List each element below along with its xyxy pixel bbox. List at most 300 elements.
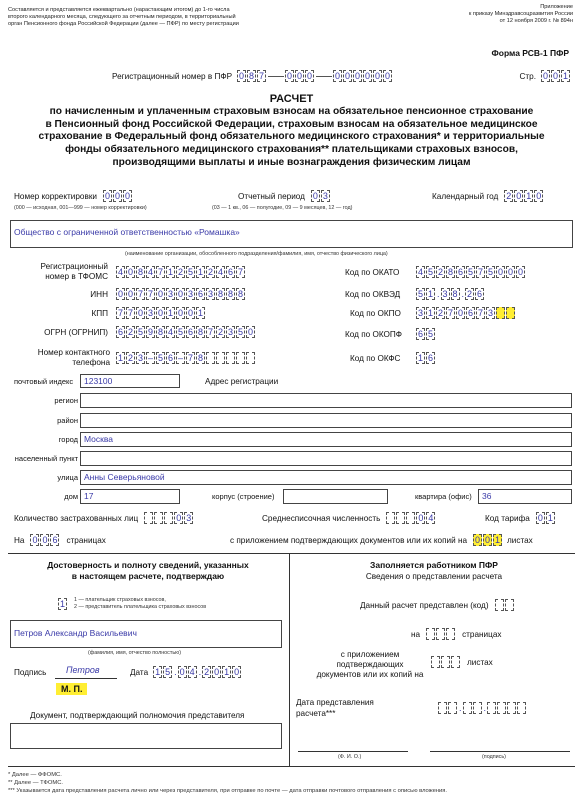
pfr-reg-cell[interactable]: 0 xyxy=(239,71,245,81)
pfr-reg-cell[interactable]: 7 xyxy=(259,71,265,81)
confirm-heading xyxy=(8,560,288,582)
inn-cells xyxy=(116,288,246,300)
pfr-date-cell[interactable] xyxy=(487,702,496,714)
ogrn-cell[interactable]: 7 xyxy=(207,327,213,337)
okpo-cell[interactable]: 2 xyxy=(437,308,443,318)
postcode-label: почтовый индекс xyxy=(14,377,74,386)
okato-cells xyxy=(416,266,526,278)
page-number-cell[interactable]: 0 xyxy=(542,71,548,81)
okopf-cell[interactable]: 6 xyxy=(417,329,423,339)
footnote: *** Указывается дата представления расчета лично или через представителя, при отправке по почте — дата отправки почтового отправления с описью вложения. xyxy=(8,788,447,794)
pfr-date-cell[interactable] xyxy=(438,702,447,714)
phone-empty-cell[interactable] xyxy=(226,352,235,364)
correction-cell[interactable]: 0 xyxy=(124,191,130,201)
pfr-reg-cell[interactable]: 0 xyxy=(385,71,391,81)
section-divider xyxy=(8,553,575,554)
house-value: 17 xyxy=(84,491,94,501)
sign-date-cell[interactable]: 0 xyxy=(234,667,240,677)
sign-date-row xyxy=(130,666,242,678)
correction-cell[interactable]: 0 xyxy=(114,191,120,201)
phone-cell[interactable]: 1 xyxy=(117,353,123,363)
page-number-cell[interactable]: 0 xyxy=(552,71,558,81)
okpo-cells xyxy=(416,307,516,319)
pfr-date-cell[interactable] xyxy=(463,702,472,714)
okved-cells xyxy=(416,288,485,300)
apartment-label: квартира (офис) xyxy=(415,492,472,501)
pfr-reg-cell[interactable]: 8 xyxy=(249,71,255,81)
ogrn-cell[interactable]: 0 xyxy=(247,327,253,337)
pfr-reg-cell[interactable]: 0 xyxy=(297,71,303,81)
phone-empty-cell[interactable] xyxy=(236,352,245,364)
document-title xyxy=(0,93,583,170)
ogrn-cell[interactable]: 3 xyxy=(227,327,233,337)
kpp-cell[interactable]: 0 xyxy=(157,308,163,318)
pfr-sign-line xyxy=(430,751,570,752)
pfr-attach-cell[interactable] xyxy=(441,656,450,668)
fio-line xyxy=(298,751,408,752)
pfr-reg-cell[interactable]: 0 xyxy=(345,71,351,81)
avg-label: Среднесписочная численность xyxy=(262,513,381,523)
tfoms-cell[interactable]: 4 xyxy=(217,267,223,277)
okpo-cell[interactable]: 7 xyxy=(477,308,483,318)
tariff-row xyxy=(485,512,556,524)
avg-cell[interactable] xyxy=(396,512,405,524)
tfoms-cell[interactable]: 4 xyxy=(147,267,153,277)
settlement-field[interactable] xyxy=(80,451,572,466)
inn-cell[interactable]: 0 xyxy=(127,289,133,299)
okfs-cell[interactable]: 6 xyxy=(427,353,433,363)
year-cell[interactable]: 0 xyxy=(536,191,542,201)
okpo-cell[interactable]: 1 xyxy=(427,308,433,318)
footnote: ** Далее — ТФОМС. xyxy=(8,780,64,786)
phone-cell[interactable]: 7 xyxy=(187,353,193,363)
year-label: Календарный год xyxy=(432,191,499,201)
okato-cell[interactable]: 0 xyxy=(517,267,523,277)
okved-cell[interactable]: 6 xyxy=(477,289,483,299)
year-row xyxy=(432,190,544,202)
inn-cell[interactable]: 3 xyxy=(187,289,193,299)
house-label: дом xyxy=(64,492,78,501)
okato-cell[interactable]: 5 xyxy=(427,267,433,277)
submitted-cell[interactable] xyxy=(505,599,514,611)
pfr-reg-cell[interactable]: 0 xyxy=(365,71,371,81)
sign-date-cell[interactable]: 4 xyxy=(189,667,195,677)
okpo-label: Код по ОКПО xyxy=(350,309,401,318)
okved-cell[interactable]: 3 xyxy=(442,289,448,299)
tariff-cell[interactable]: 1 xyxy=(547,513,553,523)
who-option: 1 — плательщик страховых взносов, xyxy=(74,597,166,603)
okato-cell[interactable]: 2 xyxy=(437,267,443,277)
pfr-reg-separator xyxy=(268,76,284,77)
date-dot: . xyxy=(198,667,202,677)
inn-cell[interactable]: 0 xyxy=(157,289,163,299)
tfoms-cell[interactable]: 2 xyxy=(207,267,213,277)
title-line: по начисленным и уплаченным страховым взносам на обязательное пенсионное страхование xyxy=(49,105,534,117)
inn-cell[interactable]: 8 xyxy=(227,289,233,299)
who-options xyxy=(74,597,206,611)
insured-cell[interactable]: 3 xyxy=(186,513,192,523)
okato-cell[interactable]: 0 xyxy=(507,267,513,277)
pages-label: страницах xyxy=(66,535,106,545)
street-label: улица xyxy=(57,473,78,482)
sign-date-cell[interactable]: 1 xyxy=(224,667,230,677)
tfoms-label xyxy=(30,262,108,282)
avg-cell[interactable] xyxy=(386,512,395,524)
page-number-row xyxy=(520,70,572,82)
confirm-heading-line: в настоящем расчете, подтверждаю xyxy=(71,571,225,581)
attach-cell[interactable]: 1 xyxy=(495,535,501,545)
pfr-subheading: Сведения о представлении расчета xyxy=(365,572,503,581)
attach-row xyxy=(230,534,533,546)
submitted-label: Данный расчет представлен (код) xyxy=(360,600,489,610)
pages-row xyxy=(14,534,106,546)
okved-label: Код по ОКВЭД xyxy=(345,290,401,299)
phone-dash-cell: – xyxy=(147,353,153,363)
ogrn-cells xyxy=(116,326,256,338)
tfoms-cell[interactable]: 5 xyxy=(187,267,193,277)
ogrn-cell[interactable]: 2 xyxy=(217,327,223,337)
inn-cell[interactable]: 6 xyxy=(197,289,203,299)
okpo-cell[interactable]: 3 xyxy=(417,308,423,318)
tfoms-cell[interactable]: 2 xyxy=(177,267,183,277)
ogrn-cell[interactable]: 8 xyxy=(197,327,203,337)
okato-cell[interactable]: 8 xyxy=(447,267,453,277)
pfr-date-label xyxy=(296,697,374,719)
pfr-date-cell[interactable] xyxy=(448,702,457,714)
period-cell[interactable]: 0 xyxy=(312,191,318,201)
settlement-label: населенный пункт xyxy=(14,454,78,463)
ogrn-cell[interactable]: 5 xyxy=(237,327,243,337)
okved-dot: . xyxy=(461,289,465,299)
footnote: * Далее — ФФОМС. xyxy=(8,772,62,778)
okato-label: Код по ОКАТО xyxy=(345,268,400,277)
submission-note xyxy=(8,7,308,28)
panel-divider xyxy=(289,553,290,766)
title-line: РАСЧЕТ xyxy=(269,93,314,105)
inn-cell[interactable]: 8 xyxy=(237,289,243,299)
house-field[interactable] xyxy=(80,489,180,504)
region-field[interactable] xyxy=(80,393,572,408)
org-name-value: Общество с ограниченной ответственностью «Ромашка» xyxy=(14,227,240,237)
sign-label: Подпись xyxy=(14,668,47,677)
city-label: город xyxy=(58,435,78,444)
page-number-cell[interactable]: 1 xyxy=(562,71,568,81)
phone-cells xyxy=(116,352,256,364)
okved-cell[interactable]: 2 xyxy=(467,289,473,299)
attach-cell[interactable]: 0 xyxy=(475,535,481,545)
correction-note: (000 — исходная, 001—999 — номер корректировки) xyxy=(14,205,147,211)
submitted-cell[interactable] xyxy=(495,599,504,611)
street-value: Анны Северьяновой xyxy=(84,472,165,482)
tariff-label: Код тарифа xyxy=(485,513,530,523)
insured-cell[interactable] xyxy=(144,512,153,524)
phone-label xyxy=(20,348,110,368)
kpp-cell[interactable]: 0 xyxy=(137,308,143,318)
phone-cell[interactable]: 5 xyxy=(157,353,163,363)
period-label: Отчетный период xyxy=(238,191,305,201)
pfr-sheets-label: листах xyxy=(467,657,493,667)
inn-label: ИНН xyxy=(90,290,108,299)
inn-cell[interactable]: 0 xyxy=(117,289,123,299)
org-name-field[interactable] xyxy=(10,220,573,248)
okopf-cell[interactable]: 5 xyxy=(427,329,433,339)
insured-cell[interactable]: 0 xyxy=(176,513,182,523)
pfr-reg-cell[interactable]: 0 xyxy=(307,71,313,81)
ogrn-cell[interactable]: 2 xyxy=(127,327,133,337)
okpo-empty-cell[interactable] xyxy=(496,307,505,319)
pfr-reg-cell[interactable]: 0 xyxy=(335,71,341,81)
phone-label-line: телефона xyxy=(72,358,110,367)
district-field[interactable] xyxy=(80,413,572,428)
pfr-attach-line: подтверждающих xyxy=(336,660,404,669)
pfr-date-label-line: расчета*** xyxy=(296,709,336,718)
appendix-line: от 12 ноября 2009 г. № 894н xyxy=(499,17,573,24)
tfoms-cell[interactable]: 6 xyxy=(227,267,233,277)
tariff-cell[interactable]: 0 xyxy=(537,513,543,523)
ogrn-cell[interactable]: 5 xyxy=(177,327,183,337)
ogrn-cell[interactable]: 9 xyxy=(147,327,153,337)
okved-cell[interactable]: 5 xyxy=(417,289,423,299)
sign-date-cell[interactable]: 0 xyxy=(214,667,220,677)
attach-cell[interactable]: 0 xyxy=(485,535,491,545)
okpo-empty-cell[interactable] xyxy=(506,307,515,319)
title-line: в Пенсионный фонд Российской Федерации, страховым взносам на обязательное медицинское xyxy=(45,118,538,130)
postcode-field[interactable] xyxy=(80,374,180,388)
sign-date-cell[interactable]: 2 xyxy=(204,667,210,677)
phone-empty-cell[interactable] xyxy=(216,352,225,364)
tfoms-label-line: номер в ТФОМС xyxy=(45,272,108,281)
postcode-value: 123100 xyxy=(84,376,113,386)
stamp-placeholder: М. П. xyxy=(56,683,87,695)
title-line: производящими выплаты и иные вознаграждения физическим лицам xyxy=(112,156,471,168)
kpp-label: КПП xyxy=(91,309,108,318)
okpo-cell[interactable]: 7 xyxy=(447,308,453,318)
kpp-cells xyxy=(116,307,206,319)
okpo-cell[interactable]: 3 xyxy=(487,308,493,318)
inn-cell[interactable]: 7 xyxy=(147,289,153,299)
title-line: фонды обязательного медицинского страхования** плательщиками страховых взносов, xyxy=(65,144,518,156)
apartment-value: 36 xyxy=(482,491,492,501)
appendix-line: Приложение xyxy=(540,4,573,10)
okato-cell[interactable]: 7 xyxy=(477,267,483,277)
pfr-pages-row xyxy=(411,628,501,640)
avg-cell[interactable]: 4 xyxy=(428,513,434,523)
kpp-cell[interactable]: 7 xyxy=(127,308,133,318)
pfr-date-cell[interactable] xyxy=(497,702,506,714)
pfr-reg-cell[interactable]: 0 xyxy=(287,71,293,81)
pfr-pages-on: на xyxy=(411,629,421,639)
street-field[interactable] xyxy=(80,470,572,485)
ogrn-cell[interactable]: 6 xyxy=(187,327,193,337)
who-cell[interactable]: 1 xyxy=(59,599,65,609)
okato-cell[interactable]: 5 xyxy=(487,267,493,277)
building-label: корпус (строение) xyxy=(212,492,275,501)
inn-cell[interactable]: 0 xyxy=(177,289,183,299)
correction-cell[interactable]: 0 xyxy=(104,191,110,201)
kpp-cell[interactable]: 1 xyxy=(197,308,203,318)
tfoms-cell[interactable]: 0 xyxy=(127,267,133,277)
okato-cell[interactable]: 4 xyxy=(417,267,423,277)
inn-cell[interactable]: 7 xyxy=(137,289,143,299)
page-number-label: Стр. xyxy=(519,71,536,81)
kpp-cell[interactable]: 0 xyxy=(187,308,193,318)
address-title: Адрес регистрации xyxy=(205,377,279,386)
pfr-attach-cells xyxy=(431,656,493,668)
year-cell[interactable]: 0 xyxy=(516,191,522,201)
sign-date-cell[interactable]: 0 xyxy=(179,667,185,677)
pfr-date-cell[interactable] xyxy=(473,702,482,714)
period-note: (03 — 1 кв., 06 — полугодие, 09 — 9 месяцев, 12 — год) xyxy=(212,205,353,211)
insured-row xyxy=(14,512,194,524)
okved-dot: . xyxy=(437,289,440,299)
pages-cell[interactable]: 0 xyxy=(32,535,38,545)
pfr-reg-label: Регистрационный номер в ПФР xyxy=(112,71,233,81)
avg-cell[interactable]: 0 xyxy=(418,513,424,523)
phone-cell[interactable]: 6 xyxy=(167,353,173,363)
phone-cell[interactable]: 2 xyxy=(127,353,133,363)
pfr-date-cells xyxy=(438,702,527,714)
signature-value: Петров xyxy=(66,665,100,675)
signature-line xyxy=(55,678,117,679)
year-cell[interactable]: 1 xyxy=(526,191,532,201)
who-row xyxy=(58,598,68,610)
appendix-note xyxy=(373,4,573,25)
inn-cell[interactable]: 3 xyxy=(207,289,213,299)
pfr-reg-cell[interactable]: 0 xyxy=(355,71,361,81)
who-option: 2 — представитель плательщика страховых взносов xyxy=(74,604,207,610)
date-dot: . xyxy=(459,703,462,713)
okopf-label: Код по ОКОПФ xyxy=(345,330,402,339)
tfoms-cell[interactable]: 7 xyxy=(157,267,163,277)
inn-cell[interactable]: 8 xyxy=(217,289,223,299)
city-value: Москва xyxy=(84,434,114,444)
okpo-cell[interactable]: 6 xyxy=(467,308,473,318)
city-field[interactable] xyxy=(80,432,572,447)
okato-cell[interactable]: 0 xyxy=(497,267,503,277)
okfs-label: Код по ОКФС xyxy=(350,354,401,363)
date-dot: . xyxy=(174,667,177,677)
pages-on-label: На xyxy=(14,535,25,545)
okato-cell[interactable]: 5 xyxy=(467,267,473,277)
bottom-divider xyxy=(8,766,575,767)
kpp-cell[interactable]: 7 xyxy=(117,308,123,318)
title-line: страхование в Федеральный фонд обязательного медицинского страхования* и территориальные xyxy=(38,131,545,143)
pfr-attach-cell[interactable] xyxy=(431,656,440,668)
building-field[interactable] xyxy=(283,489,388,504)
pfr-pages-cell[interactable] xyxy=(436,628,445,640)
pfr-heading: Заполняется работником ПФР xyxy=(370,560,498,570)
insured-cell[interactable] xyxy=(164,512,173,524)
ogrn-cell[interactable]: 5 xyxy=(137,327,143,337)
signer-note: (фамилия, имя, отчество полностью) xyxy=(88,650,181,656)
phone-cell[interactable]: 8 xyxy=(197,353,203,363)
ogrn-cell[interactable]: 6 xyxy=(117,327,123,337)
avg-row xyxy=(262,512,436,524)
kpp-cell[interactable]: 3 xyxy=(147,308,153,318)
insured-label: Количество застрахованных лиц xyxy=(14,513,139,523)
okato-cell[interactable]: 6 xyxy=(457,267,463,277)
ogrn-label: ОГРН (ОГРНИП) xyxy=(44,328,108,337)
pfr-reg-separator xyxy=(316,76,332,77)
pfr-pages-cell[interactable] xyxy=(426,628,435,640)
pages-cell[interactable]: 6 xyxy=(52,535,58,545)
avg-cell[interactable] xyxy=(406,512,415,524)
pages-cell[interactable]: 0 xyxy=(42,535,48,545)
phone-empty-cell[interactable] xyxy=(206,352,215,364)
tfoms-cell[interactable]: 1 xyxy=(197,267,203,277)
pfr-attach-line: документов или их копий на xyxy=(316,670,424,679)
pfr-attach-line: с приложением xyxy=(340,650,400,659)
ogrn-cell[interactable]: 4 xyxy=(167,327,173,337)
pfr-attach-cell[interactable] xyxy=(451,656,460,668)
pfr-attach-label xyxy=(312,650,428,680)
pfr-date-cell[interactable] xyxy=(507,702,516,714)
sign-date-cell[interactable]: 1 xyxy=(155,667,161,677)
phone-empty-cell[interactable] xyxy=(246,352,255,364)
appendix-line: к приказу Минздравсоцразвития России xyxy=(468,10,573,17)
okved-cell[interactable]: 1 xyxy=(427,289,433,299)
apartment-field[interactable] xyxy=(478,489,572,504)
okfs-cell[interactable]: 1 xyxy=(417,353,423,363)
tfoms-label-line: Регистрационный xyxy=(40,262,108,271)
insured-cell[interactable] xyxy=(154,512,163,524)
pfr-date-cell[interactable] xyxy=(517,702,526,714)
inn-cell[interactable]: 3 xyxy=(167,289,173,299)
tfoms-cell[interactable]: 7 xyxy=(237,267,243,277)
okfs-cells xyxy=(416,352,436,364)
submitted-row xyxy=(360,599,515,611)
pfr-reg-row xyxy=(112,70,393,82)
signer-field[interactable] xyxy=(10,620,282,648)
year-cell[interactable]: 2 xyxy=(506,191,512,201)
form-label: Форма РСВ-1 ПФР xyxy=(491,48,569,58)
tfoms-cell[interactable]: 8 xyxy=(137,267,143,277)
okopf-cells xyxy=(416,328,436,340)
pfr-sign-note: (подпись) xyxy=(482,754,506,760)
pfr-pages-label: страницах xyxy=(462,629,502,639)
tfoms-cell[interactable]: 4 xyxy=(117,267,123,277)
doc-field[interactable] xyxy=(10,723,282,749)
footnotes xyxy=(8,771,447,795)
correction-label: Номер корректировки xyxy=(14,191,97,201)
confirm-heading-line: Достоверность и полноту сведений, указанных xyxy=(47,560,249,570)
ogrn-cell[interactable]: 8 xyxy=(157,327,163,337)
submission-note-line: орган Пенсионного фонда Российской Федерации (далее — ПФР) по месту регистрации xyxy=(8,20,239,27)
correction-row xyxy=(14,190,133,202)
phone-dash-cell: – xyxy=(177,353,183,363)
sheets-label: листах xyxy=(507,535,533,545)
tfoms-cell[interactable]: 1 xyxy=(167,267,173,277)
org-name-note: (наименование организации, обособленного подразделения/фамилия, имя, отчество физического лица) xyxy=(125,251,388,257)
pfr-pages-cell[interactable] xyxy=(446,628,455,640)
region-label: регион xyxy=(54,396,78,405)
pfr-reg-cell[interactable]: 0 xyxy=(375,71,381,81)
district-label: район xyxy=(57,416,78,425)
okpo-cell[interactable]: 0 xyxy=(457,308,463,318)
kpp-cell[interactable]: 0 xyxy=(177,308,183,318)
sign-date-label: Дата xyxy=(130,667,149,677)
attach-label: с приложением подтверждающих документов или их копий на xyxy=(230,535,468,545)
okved-cell[interactable]: 8 xyxy=(452,289,458,299)
tfoms-cells xyxy=(116,266,246,278)
period-cell[interactable]: 3 xyxy=(322,191,328,201)
pfr-date-label-line: Дата представления xyxy=(296,698,374,707)
date-dot: . xyxy=(483,703,487,713)
submission-note-line: второго календарного месяца, следующего за отчетным периодом, в территориальный xyxy=(8,13,236,20)
sign-date-cell[interactable]: 5 xyxy=(165,667,171,677)
phone-cell[interactable]: 3 xyxy=(137,353,143,363)
kpp-cell[interactable]: 1 xyxy=(167,308,173,318)
